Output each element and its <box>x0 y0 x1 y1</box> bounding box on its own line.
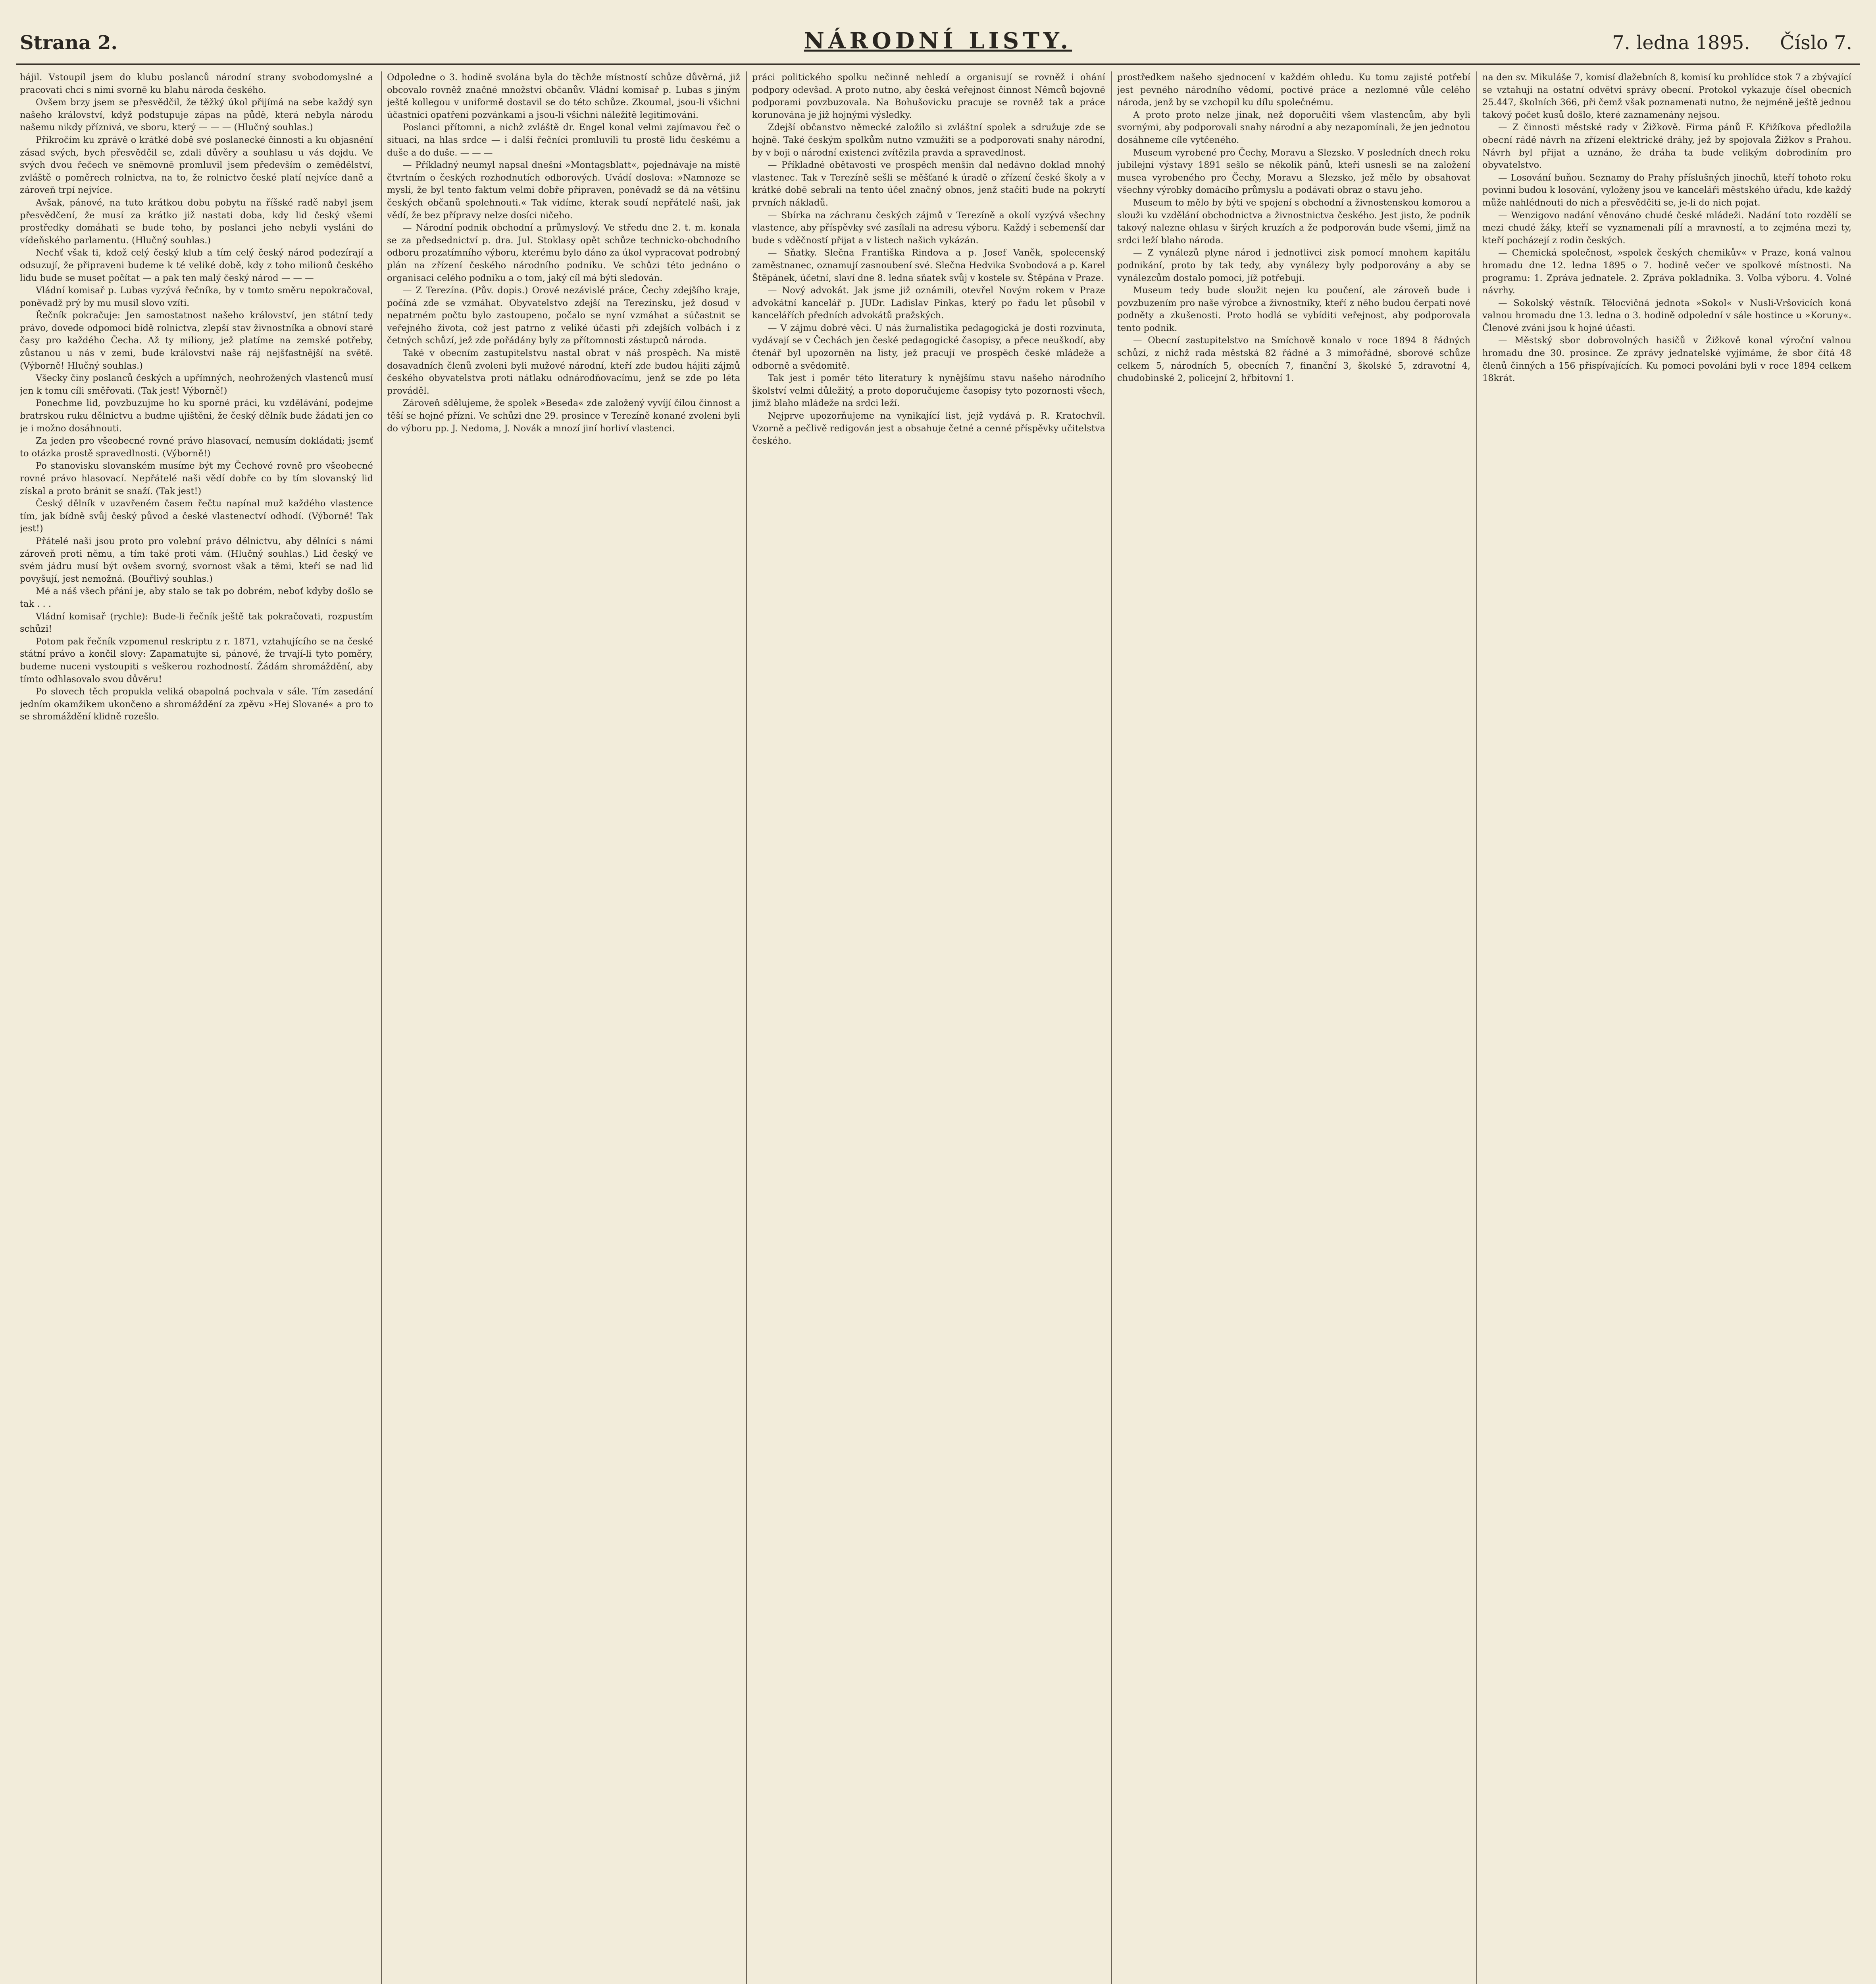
article-paragraph: Museum vyrobené pro Čechy, Moravu a Slezsko. V posledních dnech roku jubilejní výstavy 1891 sešlo se několik pánů, kteří usnesli se na založení musea vyrobeného pro Čechy, Moravu a Slezsko, jež mělo by obsahovat všechny výrobky domácího průmyslu a podávati obraz o stavu jeho. <box>1117 147 1470 196</box>
column-rule <box>381 71 382 1984</box>
article-paragraph: — Losování buňou. Seznamy do Prahy příslušných jinochů, kteří tohoto roku povinni budou k losování, vyloženy jsou ve kanceláři městského úřadu, kde každý může nahlédnouti do nich a přesvědčiti se, je-li do nich pojat. <box>1482 172 1851 208</box>
issue-date: 7. ledna 1895. <box>1612 32 1750 54</box>
article-paragraph: Po slovech těch propukla veliká obapolná pochvala v sále. Tím zasedání jedním okamžikem ukončeno a shromáždění za zpěvu »Hej Slované« a pro to se shromáždění klidně rozešlo. <box>20 686 373 722</box>
article-paragraph: — Národní podnik obchodní a průmyslový. Ve středu dne 2. t. m. konala se za předsednictví p. dra. Jul. Stoklasy opět schůze technicko-obchodního odboru prozatímního výboru, kterému bylo dáno za úkol vypracovat podrobný plán na zřízení českého národního podniku. Ve schůzi této jednáno o organisaci celého podniku a o tom, jaký cíl má býti sledován. <box>387 223 740 283</box>
column-1 <box>20 71 373 1984</box>
article-paragraph: — Městský sbor dobrovolných hasičů v Žižkově konal výroční valnou hromadu dne 30. prosince. Ze zprávy jednatelské vyjímáme, že sbor čítá 48 členů činných a 156 přispívajících. Ku pomoci povoláni byli v roce 1894 celkem 18krát. <box>1482 335 1851 384</box>
issue-number: Číslo 7. <box>1780 32 1852 54</box>
article-paragraph: Museum tedy bude sloužit nejen ku poučení, ale zároveň bude i povzbuzením pro naše výrobce a živnostníky, kteří z něho budou čerpati nové podněty a zkušenosti. Proto hodlá se vybíditi veřejnost, aby podporovala tento podnik. <box>1117 285 1470 333</box>
article-paragraph: — Z vynálezů plyne národ i jednotlivci zisk pomocí mnohem kapitálu podnikání, proto by tak tedy, aby vynálezy byly podporovány a aby se vynálezcům dostalo pomoci, jíž potřebují. <box>1117 248 1470 283</box>
article-paragraph: Také v obecním zastupitelstvu nastal obrat v náš prospěch. Na místě dosavadních členů zvoleni byli mužové národní, kteří zde budou hájiti zájmů českého obyvatelstva proti nátlaku odnárodňovacímu, jenž se zde po léta prováděl. <box>387 348 740 396</box>
article-paragraph: — Wenzigovo nadání věnováno chudé české mládeži. Nadání toto rozdělí se mezi chudé žáky, kteří se vyznamenali pílí a mravností, a to zejména mezi ty, kteří pocházejí z rodin českých. <box>1482 210 1851 246</box>
masthead-title: NÁRODNÍ LISTY. <box>804 28 1072 54</box>
article-paragraph: Zároveň sdělujeme, že spolek »Beseda« zde založený vyvíjí čilou činnost a těší se hojné přízni. Ve schůzi dne 29. prosince v Terezíně konané zvoleni byli do výboru pp. J. Nedoma, J. Novák a mnozí jiní horliví vlastenci. <box>387 398 740 434</box>
article-paragraph: — Nový advokát. Jak jsme již oznámili, otevřel Novým rokem v Praze advokátní kancelář p. JUDr. Ladislav Pinkas, který po řadu let působil v kancelářích předních advokátů pražských. <box>752 285 1105 321</box>
article-paragraph: Potom pak řečník vzpomenul reskriptu z r. 1871, vztahujícího se na české státní právo a končil slovy: Zapamatujte si, pánové, že trvají-li tyto poměry, budeme nuceni vystoupiti s veškerou rozhodností. Žádám shromáždění, aby tímto odhlasovalo svou důvěru! <box>20 636 373 684</box>
article-paragraph: Poslanci přítomni, a nichž zvláště dr. Engel konal velmi zajímavou řeč o situaci, na hlas srdce — i další řečníci promluvili tu prostě lidu českému a duše a do duše. — — — <box>387 122 740 158</box>
article-paragraph: práci politického spolku nečinně nehledí a organisují se rovněž i ohání podpory odevšad. A proto nutno, aby česká veřejnost činnost Němců bojovně podporami povzbuzovala. Na Bohušovicku pracuje se rovněž tak a práce korunována je již hojnými výsledky. <box>752 72 1105 120</box>
article-paragraph: — Příkladný neumyl napsal dnešní »Montagsblatt«, pojednávaje na místě čtvrtním o českých rozhodnutích odborových. Uvádí doslova: »Namnoze se myslí, že byl tento faktum velmi dobře připraven, poněvadž se dá na většinu českých občanů spolehnouti.« Tak vidíme, kterak soudí nepřátelé naši, jak vědí, že bez přípravy nelze dosíci ničeho. <box>387 160 740 221</box>
article-paragraph: Přátelé naši jsou proto pro volební právo dělnictvu, aby dělníci s námi zároveň proti němu, a tím také proti vám. (Hlučný souhlas.) Lid český ve svém jádru musí být ovšem svorný, svornost však a těmi, kteří se nad lid povyšují, jest nemožná. (Bouřlivý souhlas.) <box>20 536 373 584</box>
issue-info <box>1588 32 1852 54</box>
article-paragraph: Ponechme lid, povzbuzujme ho ku sporné práci, ku vzdělávání, podejme bratrskou ruku dělnictvu a budme ujištěni, že český dělník bude žádati jen co je i možno dosáhnouti. <box>20 398 373 434</box>
article-paragraph: — Chemická společnost, »spolek českých chemikův« v Praze, koná valnou hromadu dne 12. ledna 1895 o 7. hodině večer ve spolkové místnosti. Na programu: 1. Zpráva jednatele. 2. Zpráva pokladníka. 3. Volba výboru. 4. Volné návrhy. <box>1482 248 1851 296</box>
article-paragraph: Po stanovisku slovanském musíme být my Čechové rovně pro všeobecné rovné právo hlasovací. Nepřátelé naši vědí dobře co by tím slovanský lid získal a proto bránit se snaží. (Tak jest!) <box>20 461 373 496</box>
column-3 <box>752 71 1105 1984</box>
article-paragraph: hájil. Vstoupil jsem do klubu poslanců národní strany svobodomyslné a pracovati chci s nimi svorně ku blahu národa českého. <box>20 72 373 95</box>
column-rule <box>746 71 747 1984</box>
article-paragraph: Nechť však ti, kdož celý český klub a tím celý český národ podezírají a odsuzují, že připraveni budeme k té veliké době, kdy z toho milionů českého lidu bude se muset počítat — a pak ten malý český národ — — — <box>20 248 373 283</box>
article-paragraph: Avšak, pánové, na tuto krátkou dobu pobytu na říšské radě nabyl jsem přesvědčení, že musí za krátko již nastati doba, kdy lid český všemi prostředky domáhati se bude toho, by poslanci jeho nebyli vysláni do vídeňského parlamentu. (Hlučný souhlas.) <box>20 197 373 246</box>
article-paragraph: A proto proto nelze jinak, než doporučiti všem vlastencům, aby byli svornými, aby podporovali snahy národní a aby nezapomínali, že jen jednotou dosáhneme cíle vytčeného. <box>1117 110 1470 145</box>
column-2 <box>387 71 740 1984</box>
page-label: Strana 2. <box>20 32 118 54</box>
article-paragraph: Vládní komisař (rychle): Bude-li řečník ještě tak pokračovati, rozpustím schůzi! <box>20 611 373 634</box>
article-paragraph: — Sbírka na záchranu českých zájmů v Terezíně a okolí vyzývá všechny vlastence, aby příspěvky své zasílali na adresu výboru. Každý i sebemenší dar bude s vděčností přijat a v listech našich vykázán. <box>752 210 1105 246</box>
masthead <box>16 16 1860 65</box>
article-paragraph: — Sňatky. Slečna Františka Rindova a p. Josef Vaněk, spolecenský zaměstnanec, oznamují zasnoubení své. Slečna Hedvika Svobodová a p. Karel Štěpánek, účetní, slaví dne 8. ledna sňatek svůj v kostele sv. Štěpána v Praze. <box>752 248 1105 283</box>
column-rule <box>1476 71 1477 1984</box>
article-paragraph: Mé a náš všech přání je, aby stalo se tak po dobrém, neboť kdyby došlo se tak . . . <box>20 586 373 609</box>
column-rule <box>1111 71 1112 1984</box>
article-paragraph: Tak jest i poměr této literatury k nynějšímu stavu našeho národního školství velmi důležitý, a proto doporučujeme časopisy tyto pozornosti všech, jimž blaho mládeže na srdci leží. <box>752 373 1105 409</box>
article-paragraph: Ovšem brzy jsem se přesvědčil, že těžký úkol přijímá na sebe každý syn našeho království, když podstupuje zápas na půdě, která nebyla národu našemu nikdy příznivá, ve sboru, který — — — (Hlučný souhlas.) <box>20 97 373 133</box>
article-paragraph: — Sokolský věstník. Tělocvičná jednota »Sokol« v Nusli-Vršovicích koná valnou hromadu dne 13. ledna o 3. hodině odpolední v sále hostince u »Koruny«. Členové zváni jsou k hojné účasti. <box>1482 298 1851 333</box>
article-paragraph: Český dělník v uzavřeném časem řečtu napínal muž každého vlastence tím, jak bídně svůj český původ a české vlastenectví odhodí. (Výborně! Tak jest!) <box>20 498 373 534</box>
article-paragraph: Vládní komisař p. Lubas vyzývá řečníka, by v tomto směru nepokračoval, poněvadž prý by mu musil slovo vzíti. <box>20 285 373 308</box>
article-paragraph: — Příkladné obětavosti ve prospěch menšin dal nedávno doklad mnohý vlastenec. Tak v Terezíně sešli se měšťané k úradě o zřízení české školy a v krátké době sebrali na tento účel značný obnos, jenž stačiti bude na pokrytí prvních nákladů. <box>752 160 1105 208</box>
article-paragraph: Všecky činy poslanců českých a upřímných, neohrožených vlastenců musí jen k tomu cíli směřovati. (Tak jest! Výborně!) <box>20 373 373 396</box>
article-paragraph: Řečník pokračuje: Jen samostatnost našeho království, jen státní tedy právo, dovede odpomoci bídě rolnictva, zlepší stav živnostníka a obnoví staré časy pro každého Čecha. Až ty miliony, jež platíme na zemské potřeby, zůstanou u nás v zemi, bude království naše ráj nejšťastnější na světě. (Výborně! Hlučný souhlas.) <box>20 310 373 371</box>
article-paragraph: — Z činnosti městské rady v Žižkově. Firma pánů F. Křižíkova předložila obecní rádě návrh na zřízení elektrické dráhy, jež by spojovala Žižkov s Prahou. Návrh byl přijat a uznáno, že dráha ta bude velikým dobrodiním pro obyvatelstvo. <box>1482 122 1851 171</box>
article-paragraph: Zdejší občanstvo německé založilo si zvláštní spolek a sdružuje zde se hojně. Také českým spolkům nutno vzmužiti se a podporovati snahy národní, by v boji o národní existenci zvítězila pravda a spravedlnost. <box>752 122 1105 158</box>
column-5 <box>1482 71 1851 1984</box>
article-paragraph: Museum to mělo by býti ve spojení s obchodní a živnostenskou komorou a slouži ku vzdělání obchodnictva a živnostnictva českého. Jest jisto, že podnik takový nalezne ohlasu v širých kruzích a že podporován bude všemi, jimž na srdci leží blaho národa. <box>1117 197 1470 246</box>
article-paragraph: Přikročím ku zprávě o krátké době své poslanecké činnosti a ku objasnění zásad svých, bych přesvědčil se, zdali důvěry a souhlasu u vás dojdu. Ve svých dvou řečech ve sněmovně promluvil jsem především o zemědělství, zvláště o poměrech rolnictva, na to, že rolnictvo české platí nejvíce daně a zároveň trpí nejvíce. <box>20 135 373 196</box>
article-paragraph: — Obecní zastupitelstvo na Smíchově konalo v roce 1894 8 řádných schůzí, z nichž rada městská 82 řádné a 3 mimořádné, sborové schůze celkem 5, národních 5, obecních 7, finanční 3, školské 5, zdravotní 4, chudobinské 2, policejní 2, hřbitovní 1. <box>1117 335 1470 384</box>
article-paragraph: Nejprve upozorňujeme na vynikající list, jejž vydává p. R. Kratochvíl. Vzorně a pečlivě redigován jest a obsahuje četné a cenné příspěvky učitelstva českého. <box>752 411 1105 446</box>
article-paragraph: — Z Terezína. (Pův. dopis.) Orové nezávislé práce, Čechy zdejšího kraje, počíná zde se vzmáhat. Obyvatelstvo zdejší na Terezínsku, jež dosud v nepatrném počtu bylo zastoupeno, počalo se nyní vzmáhat a súčastnit se veřejného života, což jest patrno z veliké účasti při zdejších volbách i z četných schůzí, jež zde pořádány byly za přítomnosti zástupců národa. <box>387 285 740 346</box>
article-paragraph: — V zájmu dobré věci. U nás žurnalistika pedagogická je dosti rozvinuta, vydávají se v Čechách jen české pedagogické časopisy, a přece neuškodí, aby čtenář byl upozorněn na listy, jež pracují ve prospěch české mládeže a odborně a svědomitě. <box>752 323 1105 371</box>
article-paragraph: Odpoledne o 3. hodině svolána byla do těchže místností schůze důvěrná, již obcovalo rovněž značné množství občanův. Vládní komisař p. Lubas s jiným ještě kollegou v uniformě dostavil se do této schůze. Zkoumal, jsou-li všichni účastníci opatřeni pozvánkami a jsou-li všichni náležitě legitimováni. <box>387 72 740 120</box>
article-paragraph: Za jeden pro všeobecné rovné právo hlasovací, nemusím dokládati; jsemť to otázka prostě spravedlnosti. (Výborně!) <box>20 436 373 459</box>
column-4 <box>1117 71 1470 1984</box>
article-paragraph: na den sv. Mikuláše 7, komisí dlažebních 8, komisí ku prohlídce stok 7 a zbývající se vztahuji na ostatní odvětví správy obecní. Protokol vykazuje čísel obecních 25.447, školních 366, při čemž však poznamenati nutno, že nejméně ještě jednou takový počet kusů došlo, které zaznamenány nejsou. <box>1482 72 1851 120</box>
article-paragraph: prostředkem našeho sjednocení v každém ohledu. Ku tomu zajisté potřebí jest pevného národního vědomí, poctivé práce a nezlomné vůle celého národa, jenž by se vzchopil ku dílu společnému. <box>1117 72 1470 108</box>
